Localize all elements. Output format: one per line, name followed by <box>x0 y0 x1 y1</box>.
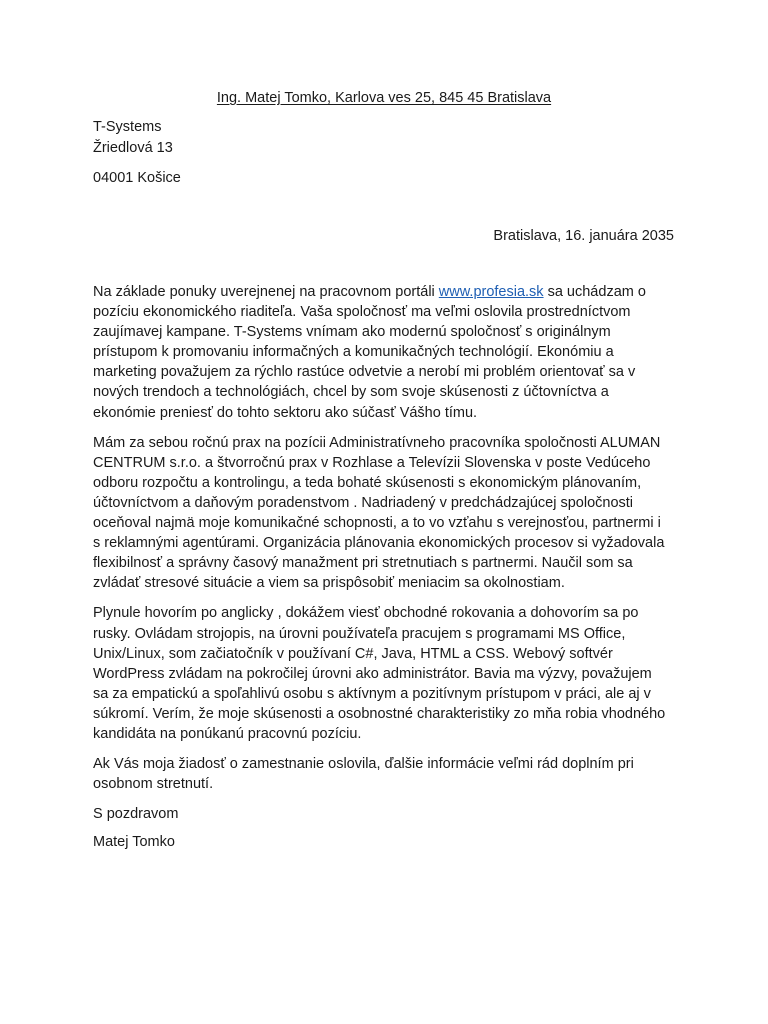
paragraph-line <box>93 282 677 302</box>
paragraph-line: zvládať stresové situácie a viem sa prispôsobiť meniacim sa okolnostiam. <box>93 575 565 592</box>
closing-salutation: S pozdravom <box>93 806 179 823</box>
text-fragment: Na základe ponuky uverejnenej na pracovnom portáli <box>93 284 439 300</box>
letter-date: Bratislava, 16. januára 2035 <box>493 228 674 244</box>
recipient-company: T-Systems <box>93 119 162 135</box>
paragraph-line: Unix/Linux, som začiatočník v používaní C#, Java, HTML a CSS. Webový softvér <box>93 645 613 662</box>
recipient-address <box>93 117 181 189</box>
paragraph-line: CENTRUM s.r.o. a štvorročnú prax v Rozhlase a Televízii Slovenska v poste Vedúceho <box>93 454 651 471</box>
paragraph-line: marketing považujem za rýchlo rastúce odvetvie a nerobí mi problém orientovať sa v <box>93 364 636 381</box>
paragraph-line: rusky. Ovládam strojopis, na úrovni používateľa pracujem s programami MS Office, <box>93 625 626 642</box>
recipient-city: 04001 Košice <box>93 170 181 186</box>
paragraph-line: s reklamnými agentúrami. Organizácia plánovania ekonomických procesov si vyžadovala <box>93 535 665 552</box>
paragraph-line: flexibilnosť a správny časový manažment pri stretnutiach s partnermi. Naučil som sa <box>93 555 633 572</box>
paragraph-line: odboru rozpočtu a kontrolingu, a teda bohaté skúsenosti s ekonomickým plánovaním, <box>93 474 642 491</box>
paragraph-line: kandidáta na ponúkanú pracovnú pozíciu. <box>93 725 362 742</box>
paragraph-line: účtovníctvom a daňovým poradenstvom . Nadriadený v predchádzajúcej spoločnosti <box>93 494 634 511</box>
paragraph-line: Plynule hovorím po anglicky , dokážem viesť obchodné rokovania a dohovorím sa po <box>93 605 639 622</box>
paragraph-line: oceňoval najmä moje komunikačné schopnosti, a to vo vzťahu s verejnosťou, partnermi i <box>93 515 661 532</box>
paragraph-line: nových trendoch a technológiách, chcel by som svoje skúsenosti z účtovníctva a <box>93 384 609 401</box>
paragraph-line: Ak Vás moja žiadosť o zamestnanie oslovila, ďalšie informácie veľmi rád doplním pri <box>93 756 634 773</box>
paragraph-skills <box>93 603 677 744</box>
paragraph-line: osobnom stretnutí. <box>93 776 214 793</box>
paragraph-line: zaujímavej kampane. T-Systems vnímam ako modernú spoločnosť s originálnym <box>93 324 611 341</box>
paragraph-line: sa za empatickú a spoľahlivú osobu s aktívnym a pozitívnym prístupom v práci, ale aj v <box>93 685 651 702</box>
paragraph-line: ekonómie preniesť do tohto sektoru ako súčasť Vášho tímu. <box>93 404 478 421</box>
paragraph-line: súkromí. Verím, že moje skúsenosti a osobnostné charakteristiky zo mňa robia vhodného <box>93 705 666 722</box>
signature-name: Matej Tomko <box>93 834 175 851</box>
paragraph-line: pozíciu ekonomického riaditeľa. Vaša spoločnosť ma veľmi oslovila prostredníctvom <box>93 304 631 321</box>
recipient-street: Žriedlová 13 <box>93 139 173 156</box>
paragraph-line: WordPress zvládam na pokročilej úrovni ako administrátor. Bavia ma výzvy, považujem <box>93 665 652 682</box>
paragraph-line: prístupom k promovaniu informačných a komunikačných technológií. Ekonómiu a <box>93 344 614 361</box>
paragraph-intro <box>93 282 677 423</box>
sender-address: Ing. Matej Tomko, Karlova ves 25, 845 45 Bratislava <box>216 90 552 106</box>
paragraph-experience <box>93 433 677 594</box>
paragraph-closing-request <box>93 754 677 794</box>
letter-body <box>93 282 677 862</box>
text-fragment: sa uchádzam o <box>543 284 646 300</box>
paragraph-line: Mám za sebou ročnú prax na pozícii Administratívneho pracovníka spoločnosti ALUMAN <box>93 434 661 451</box>
profesia-link[interactable]: www.profesia.sk <box>438 284 544 300</box>
